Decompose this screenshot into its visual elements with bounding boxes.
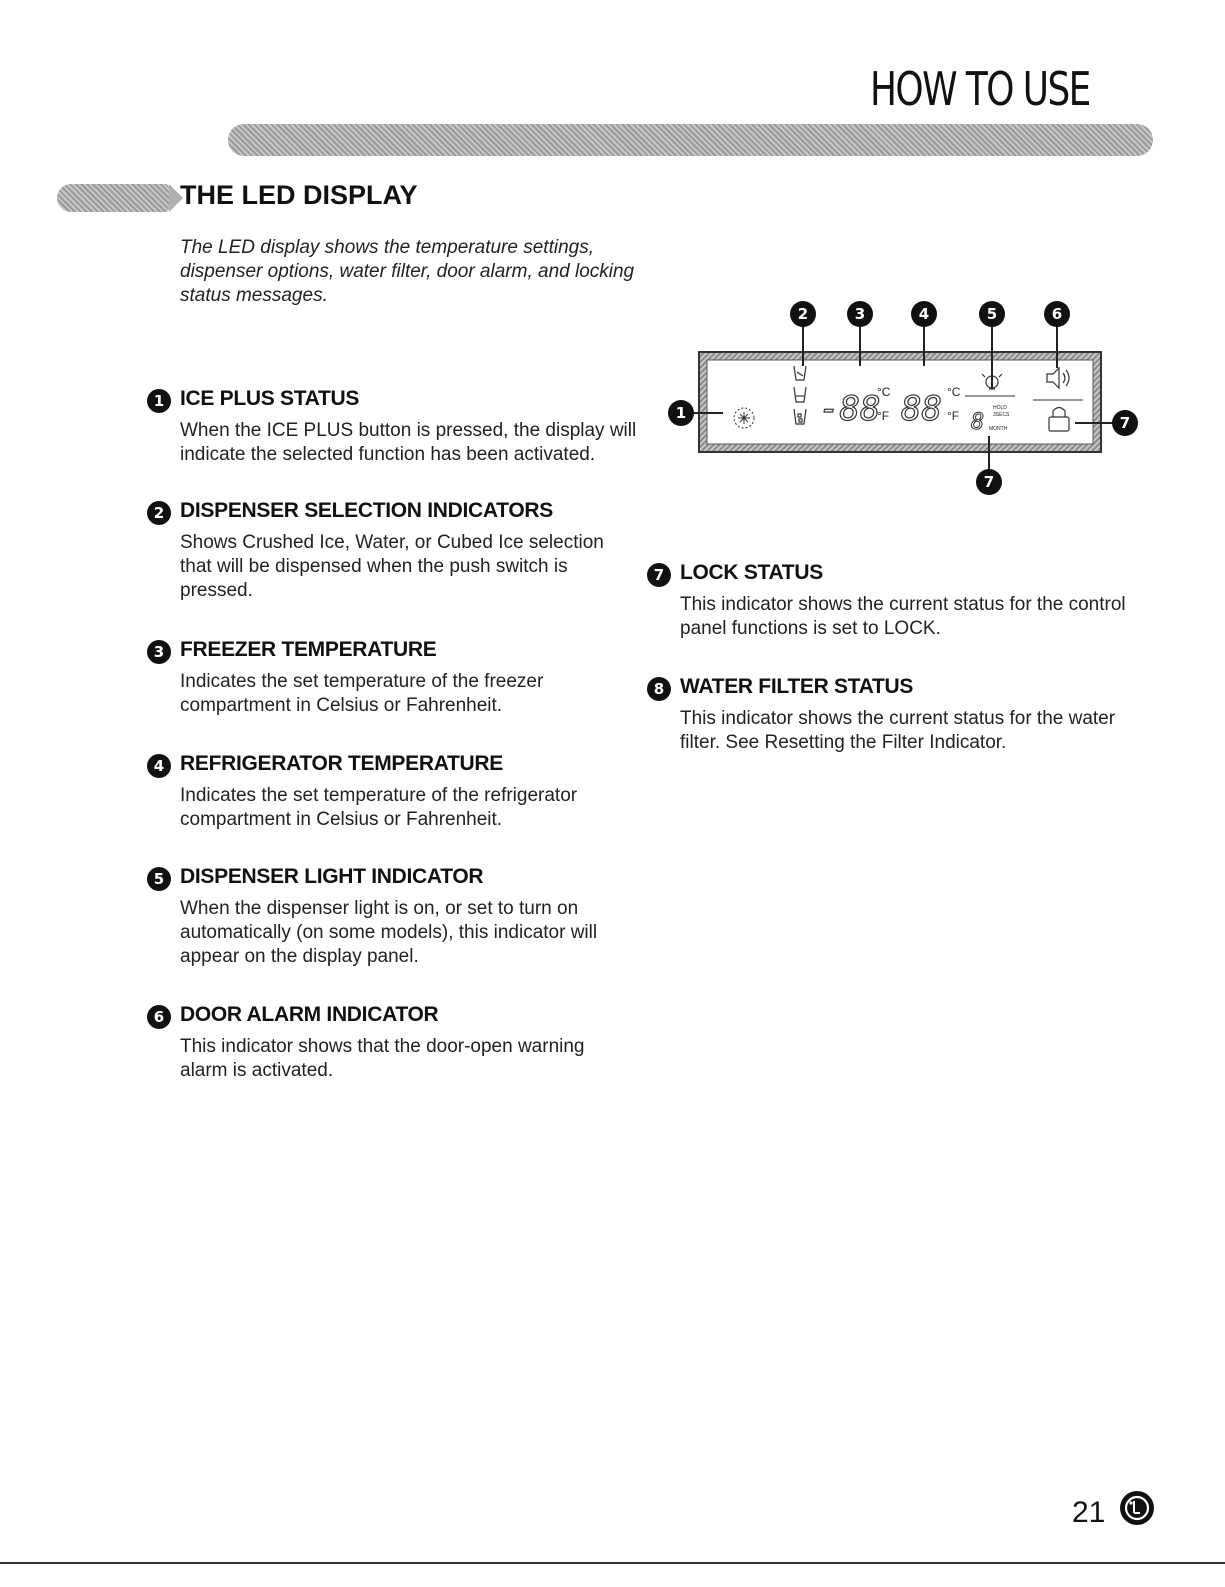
callout-2 <box>790 301 816 327</box>
svg-text:6: 6 <box>1051 305 1063 323</box>
svg-text:3: 3 <box>854 305 866 323</box>
svg-text:5: 5 <box>986 305 998 323</box>
item-number: 8 <box>647 677 671 701</box>
svg-text:1: 1 <box>675 404 687 422</box>
callout-5 <box>979 301 1005 327</box>
callout-3 <box>847 301 873 327</box>
freezer-unit-f: °F <box>877 409 890 423</box>
item-body: When the ICE PLUS button is pressed, the display will indicate the selected function has been activated. <box>180 420 637 465</box>
page-header-title: HOW TO USE <box>870 62 1090 116</box>
freezer-temp-digits <box>819 389 880 429</box>
svg-text:4: 4 <box>918 305 930 323</box>
refrigerator-unit-c: °C <box>947 385 961 399</box>
item-heading: DISPENSER SELECTION INDICATORS <box>180 499 553 522</box>
callout-1 <box>668 400 694 426</box>
lg-logo-icon <box>1119 1490 1155 1526</box>
item-heading: REFRIGERATOR TEMPERATURE <box>180 752 503 775</box>
footer-rule <box>0 1562 1225 1564</box>
item-number: 5 <box>147 867 171 891</box>
item-body: Indicates the set temperature of the freezer compartment in Celsius or Fahrenheit. <box>180 671 544 716</box>
item-heading: FREEZER TEMPERATURE <box>180 638 437 661</box>
item-number: 4 <box>147 754 171 778</box>
item-body: This indicator shows that the door-open warning alarm is activated. <box>180 1036 585 1081</box>
refrigerator-unit-f: °F <box>947 409 960 423</box>
secs-label: 3SECS <box>993 412 1010 418</box>
item-heading: LOCK STATUS <box>680 561 823 584</box>
month-label: MONTH <box>989 426 1008 432</box>
freezer-unit-c: °C <box>877 385 891 399</box>
svg-text:-88: -88 <box>819 389 881 429</box>
item-heading: WATER FILTER STATUS <box>680 675 914 698</box>
callout-4 <box>911 301 937 327</box>
page-number: 21 <box>1072 1496 1106 1529</box>
callout-7-right <box>1112 410 1138 436</box>
item-number: 3 <box>147 640 171 664</box>
svg-text:88: 88 <box>901 389 942 429</box>
led-display-diagram <box>663 296 1143 506</box>
item-body: This indicator shows the current status for the water filter. See Resetting the Filter Indicator. <box>680 708 1116 753</box>
display-screen <box>707 360 1093 444</box>
item-heading: DISPENSER LIGHT INDICATOR <box>180 865 484 888</box>
callout-7-bottom <box>976 469 1002 495</box>
header-bar <box>228 124 1153 156</box>
filter-digit: 8 <box>971 410 985 435</box>
item-number: 1 <box>147 389 171 413</box>
item-body: This indicator shows the current status for the control panel functions is set to LOCK. <box>680 594 1126 639</box>
item-body: Indicates the set temperature of the refrigerator compartment in Celsius or Fahrenheit. <box>180 785 578 830</box>
section-title: THE LED DISPLAY <box>180 180 418 210</box>
hold-label: HOLD <box>993 405 1007 411</box>
item-number: 6 <box>147 1005 171 1029</box>
item-body: Shows Crushed Ice, Water, or Cubed Ice selection that will be dispensed when the push switch is pressed. <box>180 532 604 601</box>
section-intro: The LED display shows the temperature settings, dispenser options, water filter, door alarm, and locking status messages. <box>180 237 635 306</box>
svg-text:7: 7 <box>1119 414 1131 432</box>
callout-6 <box>1044 301 1070 327</box>
svg-text:2: 2 <box>797 305 809 323</box>
section-tab <box>57 184 169 212</box>
item-body: When the dispenser light is on, or set to turn on automatically (on some models), this indicator will appear on the display panel. <box>180 898 598 967</box>
item-heading: DOOR ALARM INDICATOR <box>180 1003 439 1026</box>
item-number: 2 <box>147 501 171 525</box>
item-heading: ICE PLUS STATUS <box>180 387 360 410</box>
refrigerator-temp-digits <box>901 389 942 429</box>
item-number: 7 <box>647 563 671 587</box>
svg-text:7: 7 <box>983 473 995 491</box>
